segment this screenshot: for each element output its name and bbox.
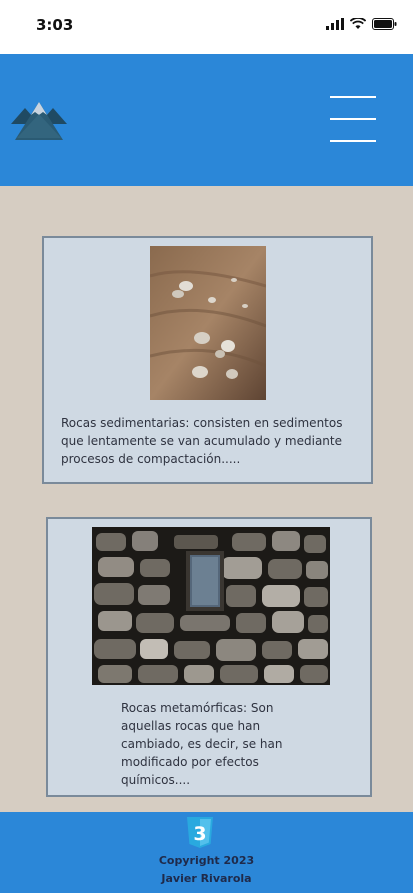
card-caption: Rocas metamórficas: Son aquellas rocas que han cambiado, es decir, se han modificado por efectos químicos....	[121, 701, 283, 787]
copyright-text: Copyright 2023	[158, 854, 255, 867]
author-name: Javier Rivarola	[161, 872, 252, 885]
menu-line	[330, 96, 376, 98]
hamburger-menu-icon[interactable]	[330, 93, 378, 145]
menu-line	[330, 118, 376, 120]
battery-icon	[372, 18, 397, 30]
status-icons	[326, 18, 397, 30]
rock-card	[42, 236, 373, 484]
rock-card	[46, 517, 372, 797]
css3-icon-label: 3	[193, 823, 207, 845]
signal-icon	[326, 18, 344, 30]
status-time: 3:03	[36, 16, 74, 34]
menu-line	[330, 140, 376, 142]
css3-icon	[186, 817, 214, 849]
app-footer	[0, 812, 413, 893]
stone-wall-photo	[92, 527, 330, 685]
mountain-logo-icon[interactable]	[11, 100, 67, 142]
card-caption: Rocas sedimentarias: consisten en sedimentos que lentamente se van acumulado y mediante procesos de compactación.....	[61, 416, 343, 466]
status-bar	[0, 0, 413, 54]
wifi-icon	[350, 18, 366, 30]
sand-pebbles-photo	[150, 246, 266, 400]
